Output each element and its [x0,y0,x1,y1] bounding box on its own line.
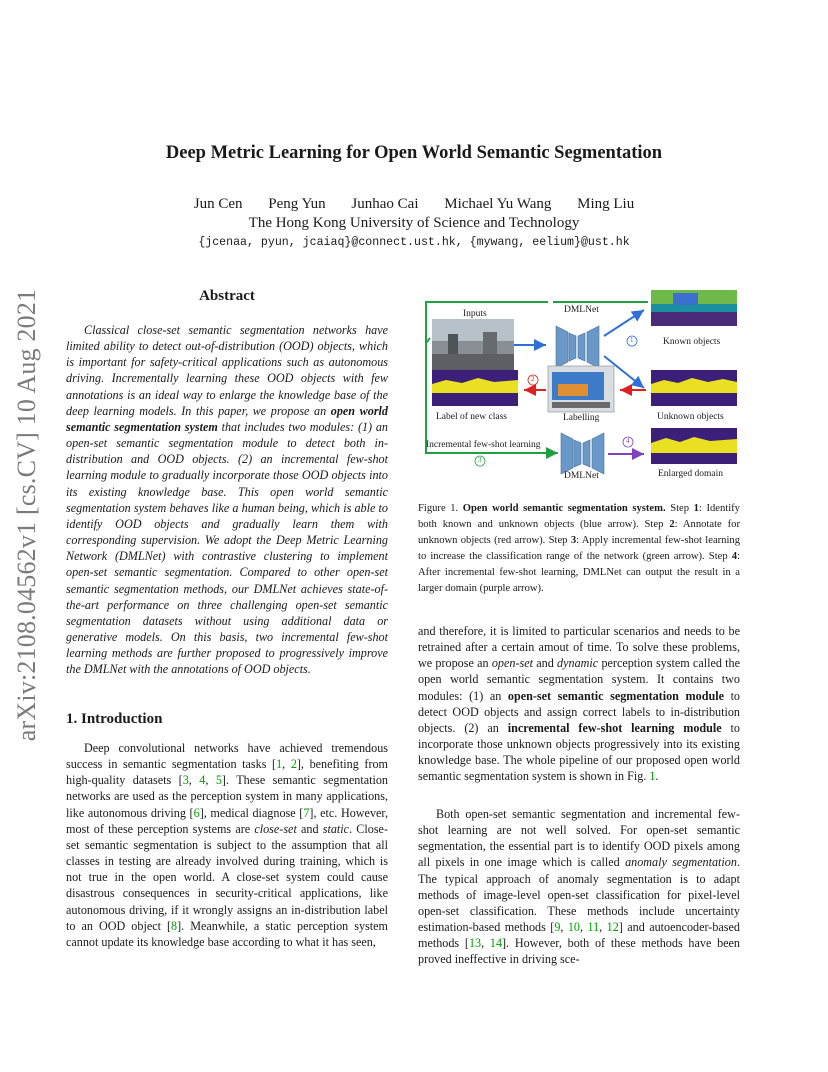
citation-link[interactable]: 9 [554,920,561,935]
labelling-tool-image [548,366,614,412]
abstract-text: Classical close-set semantic segmentation networks have limited ability to detect out-of-distribution (OOD) objects, which is important for safety-critical applications such as autonomous driving. Incrementally learning these OOD objects with few annotations is an ideal way to enlarge the knowledge base of the deep learning models. In this paper, we propose an open world semantic segmentation system that includes two modules: (1) an open-set semantic segmentation module to detect both in-distribution and OOD objects. (2) an incremental few-shot learning module to gradually incorporate those OOD objects into its existing knowledge base. This open world semantic segmentation system behaves like a human being, which is able to identify OOD objects and gradually learn them with corresponding supervision. We adopt the Deep Metric Learning Network (DMLNet) with contrastive clustering to implement open-set semantic segmentation. Compared to other open-set semantic segmentation methods, our DMLNet achieves state-of-the-art performance on three challenging open-set semantic segmentation datasets without using additional data or generative models. On this basis, two incremental few-shot learning methods are further proposed to progressively improve the DMLNet with the annotations of OOD objects. [66,323,388,677]
citation-link[interactable]: 6 [193,805,200,820]
section-heading-introduction: 1. Introduction [66,711,163,727]
step-marker: 1 [630,336,634,344]
citation-link[interactable]: 5 [215,773,222,788]
affiliation: The Hong Kong University of Science and Technology [248,215,580,231]
body-paragraph: Both open-set semantic segmentation and incremental few-shot learning are not well solved. For open-set semantic segmentation, the essential part is to identify OOD pixels among all pixels in one image which is called anomaly segmentation. The typical approach of anomaly segmentation is to adapt methods of image-level open-set classification for pixel-level open-set classification. These methods include uncertainty estimation-based methods [9, 10, 11, 12] and autoencoder-based methods [13, 14]. However, both of these methods have been proved ineffective in driving sce- [418,807,740,967]
label-new-class-image [432,370,518,406]
citation-link[interactable]: 11 [587,920,600,935]
figure-label: Incremental few-shot learning [426,440,541,450]
author-name: Ming Liu [577,196,635,212]
step-marker: 2 [531,375,535,383]
known-objects-image [651,290,737,326]
unknown-objects-image [651,370,737,406]
citation-link[interactable]: 10 [567,920,580,935]
author-name: Peng Yun [268,196,326,212]
intro-paragraph: Deep convolutional networks have achieved tremendous success in semantic segmentation tasks [1, 2], benefiting from high-quality datasets [3, 4, 5]. These semantic segmentation networks are used as the perception system in many applications, like autonomous driving [6], medical diagnose [7], etc. However, most of these perception systems are close-set and static. Close-set semantic segmentation is subject to the assumption that all classes in testing are already involved during training, which is not true in the open world. A close-set system could cause disastrous consequences in security-critical applications, like autonomous driving, if it wrongly assigns an in-distribution label to an OOD object [8]. Meanwhile, a static perception system cannot update its knowledge base according to what it has seen, [66,741,388,949]
body-paragraph: and therefore, it is limited to particular scenarios and needs to be retrained after a certain amout of time. To solve these problems, we propose an open-set and dynamic perception system called the open world semantic segmentation system. It contains two modules: (1) an open-set semantic segmentation module to detect OOD objects and assign correct labels to in-distribution objects. (2) an incremental few-shot learning module to incorporate those unknown objects progressively into its existing knowledge base. The whole pipeline of our proposed open world semantic segmentation system is shown in Fig. 1. [418,624,741,784]
citation-link[interactable]: 8 [171,918,178,933]
citation-link[interactable]: 7 [303,805,310,820]
citation-link[interactable]: 4 [199,773,206,788]
abstract-emphasis: open world semantic segmentation system [66,403,388,434]
figure-label: Labelling [563,413,600,423]
abstract-heading: Abstract [199,288,255,304]
figure-label: Label of new class [436,412,507,422]
step-marker: 4 [626,437,630,445]
figure-label: Enlarged domain [658,469,723,479]
author-name: Junhao Cai [351,196,419,212]
enlarged-domain-image [651,428,737,464]
figure-label: Known objects [663,337,721,347]
citation-link[interactable]: 2 [290,757,297,772]
author-name: Michael Yu Wang [444,196,552,212]
figure-label: Inputs [463,309,487,319]
dmlnet-top [556,326,599,368]
citation-link[interactable]: 14 [489,936,503,951]
step-marker: 3 [478,456,482,464]
arxiv-id: arXiv:2108.04562v1 [cs.CV] 10 Aug 2021 [12,288,41,742]
figure-1 [418,288,740,494]
author-list [0,196,828,213]
dmlnet-bottom [561,433,604,474]
citation-link[interactable]: 1 [276,757,283,772]
author-emails: {jcenaa, pyun, jcaiaq}@connect.ust.hk, {mywang, eelium}@ust.hk [198,236,630,249]
figure-label: DMLNet [564,305,599,315]
author-name: Jun Cen [193,196,243,212]
citation-link[interactable]: 12 [606,920,619,935]
figure-reference-link[interactable]: 1 [649,769,656,784]
figure-label: DMLNet [564,471,599,481]
figure-label: Unknown objects [657,412,724,422]
paper-title: Deep Metric Learning for Open World Semantic Segmentation [165,143,663,163]
citation-link[interactable]: 13 [468,936,482,951]
figure-caption: Figure 1. Open world semantic segmentation system. Step 1: Identify both known and unknown objects (blue arrow). Step 2: Annotate for unknown objects (red arrow). Step 3: Apply incremental few-shot learning to increase the classification range of the network (green arrow). Step 4: After incremental few-shot learning, DMLNet can output the result in a larger domain (purple arrow). [418,503,741,595]
citation-link[interactable]: 3 [182,773,189,788]
arxiv-stamp [3,270,51,760]
